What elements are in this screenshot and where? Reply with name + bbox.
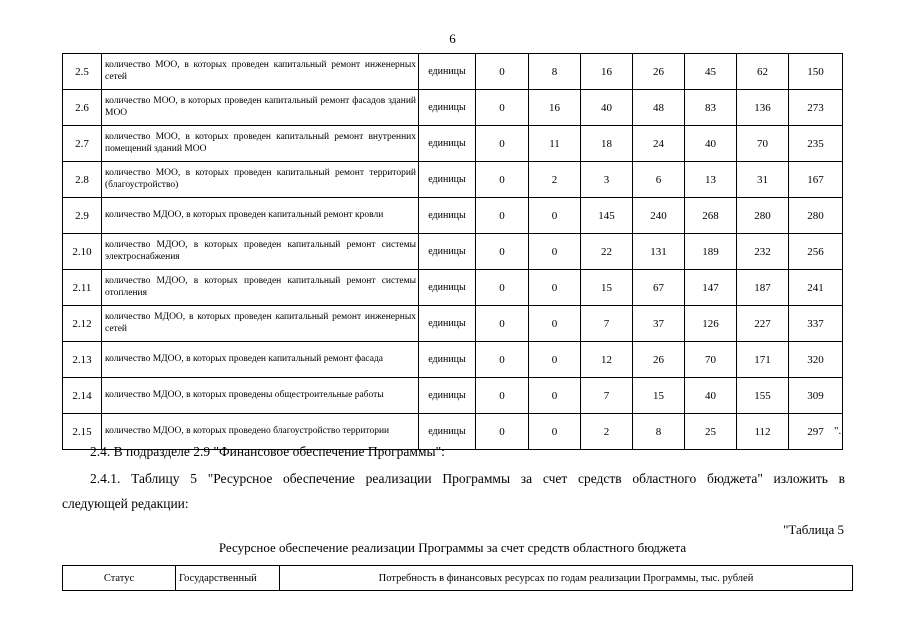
indicator-value: 187 [737,270,789,306]
closing-quote: ". [834,425,842,437]
indicator-row [63,306,843,342]
paragraph-section-2-4-1: 2.4.1. Таблицу 5 "Ресурсное обеспечение реализации Программы за счет средств областного бюджета" изложить в [90,471,845,486]
indicator-unit: единицы [419,342,476,378]
indicator-number: 2.9 [63,198,102,234]
indicator-value: 16 [581,54,633,90]
indicator-description: количество МДОО, в которых проведен капитальный ремонт системы электроснабжения [102,234,419,270]
indicator-value: 2 [581,414,633,450]
indicator-description: количество МДОО, в которых проведено благоустройство территории [102,414,419,450]
resources-table-header-row [63,566,853,591]
indicator-row [63,270,843,306]
indicator-value: 8 [633,414,685,450]
indicators-table [62,53,843,450]
indicator-value: 0 [476,270,529,306]
indicator-number: 2.8 [63,162,102,198]
indicators-table-body [63,54,843,450]
indicator-value: 0 [476,162,529,198]
indicator-description: количество МОО, в которых проведен капитальный ремонт территорий (благоустройство) [102,162,419,198]
indicator-description: количество МДОО, в которых проведен капитальный ремонт фасада [102,342,419,378]
indicator-value: 24 [633,126,685,162]
indicator-unit: единицы [419,126,476,162]
indicator-value: 171 [737,342,789,378]
indicator-value: 112 [737,414,789,450]
indicator-unit: единицы [419,54,476,90]
indicator-value: 240 [633,198,685,234]
indicator-value: 227 [737,306,789,342]
table-5-label: "Таблица 5 [783,522,844,537]
indicator-value: 31 [737,162,789,198]
indicator-unit: единицы [419,162,476,198]
indicator-value: 15 [581,270,633,306]
indicator-value: 167 [789,162,843,198]
table-5-caption: Ресурсное обеспечение реализации Программы за счет средств областного бюджета [218,540,687,555]
indicator-value: 7 [581,306,633,342]
indicator-value: 320 [789,342,843,378]
indicator-value: 70 [737,126,789,162]
indicator-unit: единицы [419,270,476,306]
indicator-value: 155 [737,378,789,414]
indicator-row [63,378,843,414]
indicator-description: количество МДОО, в которых проведен капитальный ремонт инженерных сетей [102,306,419,342]
indicator-value: 0 [529,234,581,270]
indicator-number: 2.6 [63,90,102,126]
indicator-value: 40 [685,378,737,414]
indicator-unit: единицы [419,378,476,414]
indicator-value: 232 [737,234,789,270]
indicator-value: 45 [685,54,737,90]
page-number: 6 [449,31,456,46]
indicator-value: 235 [789,126,843,162]
indicator-description: количество МДОО, в которых проведен капитальный ремонт системы отопления [102,270,419,306]
header-status: Статус [63,566,176,591]
indicator-value: 256 [789,234,843,270]
indicator-value: 0 [476,90,529,126]
indicator-description: количество МДОО, в которых проведены общестроительные работы [102,378,419,414]
indicator-number: 2.14 [63,378,102,414]
indicator-value: 0 [529,414,581,450]
indicator-value: 26 [633,54,685,90]
indicator-unit: единицы [419,198,476,234]
indicator-unit: единицы [419,90,476,126]
resources-table [62,565,853,591]
indicator-value: 147 [685,270,737,306]
indicator-unit: единицы [419,414,476,450]
indicator-value: 337 [789,306,843,342]
paragraph-continuation: следующей редакции: [62,496,189,511]
indicator-value: 126 [685,306,737,342]
indicator-unit: единицы [419,306,476,342]
indicator-value: 0 [476,414,529,450]
indicator-value: 0 [476,342,529,378]
indicator-value: 67 [633,270,685,306]
indicator-row [63,198,843,234]
indicator-number: 2.13 [63,342,102,378]
indicator-row [63,234,843,270]
indicator-value: 0 [476,378,529,414]
indicator-number: 2.15 [63,414,102,450]
indicator-value: 0 [476,54,529,90]
indicator-value: 297 [789,414,843,450]
indicator-value: 48 [633,90,685,126]
indicator-row [63,162,843,198]
indicator-value: 2 [529,162,581,198]
indicator-row [63,90,843,126]
indicator-value: 26 [633,342,685,378]
indicator-number: 2.12 [63,306,102,342]
indicator-value: 25 [685,414,737,450]
indicator-value: 145 [581,198,633,234]
indicator-value: 15 [633,378,685,414]
indicator-row [63,54,843,90]
indicator-value: 0 [476,126,529,162]
indicator-value: 6 [633,162,685,198]
indicator-description: количество МДОО, в которых проведен капитальный ремонт кровли [102,198,419,234]
indicator-value: 136 [737,90,789,126]
indicator-value: 131 [633,234,685,270]
indicator-value: 18 [581,126,633,162]
indicator-value: 40 [685,126,737,162]
indicator-value: 3 [581,162,633,198]
indicator-description: количество МОО, в которых проведен капитальный ремонт фасадов зданий МОО [102,90,419,126]
indicator-value: 13 [685,162,737,198]
indicator-value: 70 [685,342,737,378]
paragraph-section-2-4: 2.4. В подразделе 2.9 "Финансовое обеспечение Программы": [90,444,445,459]
indicator-value: 37 [633,306,685,342]
indicator-value: 8 [529,54,581,90]
indicator-value: 11 [529,126,581,162]
indicator-unit: единицы [419,234,476,270]
header-financing-need: Потребность в финансовых ресурсах по годам реализации Программы, тыс. рублей [280,566,853,591]
indicator-value: 16 [529,90,581,126]
indicator-value: 7 [581,378,633,414]
indicator-value: 0 [529,198,581,234]
indicator-value: 0 [476,198,529,234]
indicator-value: 280 [737,198,789,234]
indicator-number: 2.5 [63,54,102,90]
indicator-value: 0 [529,306,581,342]
indicator-value: 40 [581,90,633,126]
indicator-number: 2.10 [63,234,102,270]
indicator-value: 12 [581,342,633,378]
indicator-value: 309 [789,378,843,414]
indicator-row [63,342,843,378]
indicator-value: 273 [789,90,843,126]
indicator-value: 241 [789,270,843,306]
indicator-value: 62 [737,54,789,90]
indicator-value: 0 [529,270,581,306]
indicator-row [63,126,843,162]
indicator-description: количество МОО, в которых проведен капитальный ремонт внутренних помещений зданий МОО [102,126,419,162]
indicator-value: 0 [476,306,529,342]
indicator-description: количество МОО, в которых проведен капитальный ремонт инженерных сетей [102,54,419,90]
indicator-value: 280 [789,198,843,234]
indicator-value: 0 [476,234,529,270]
indicator-value: 150 [789,54,843,90]
indicator-value: 83 [685,90,737,126]
header-state: Государственный [176,566,280,591]
indicator-value: 0 [529,342,581,378]
indicator-value: 0 [529,378,581,414]
indicator-value: 22 [581,234,633,270]
indicator-number: 2.11 [63,270,102,306]
indicator-value: 189 [685,234,737,270]
indicator-value: 268 [685,198,737,234]
indicator-number: 2.7 [63,126,102,162]
